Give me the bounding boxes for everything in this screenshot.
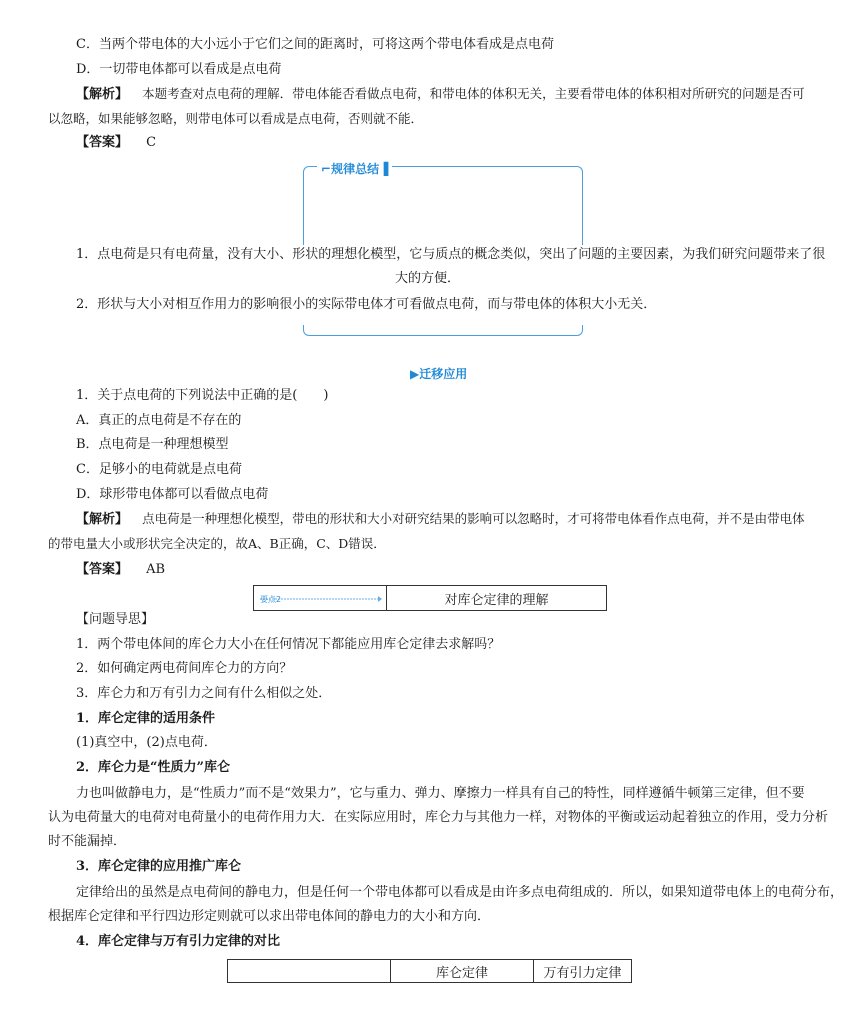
practice-analysis-1: 【解析】 点电荷是一种理想化模型，带电的形状和大小对研究结果的影响可以忽略时，才可将带电体看作点电荷，并不是由带电体 bbox=[76, 511, 805, 527]
compare-table-header-cell: 万有引力定律 bbox=[534, 960, 632, 983]
summary-box-bottom-frame bbox=[303, 325, 583, 336]
compare-table-header-cell: 库仑定律 bbox=[391, 960, 534, 983]
section2-title: 对库仑定律的理解 bbox=[387, 586, 607, 611]
practice-option-c: C．足够小的电荷就是点电荷 bbox=[76, 462, 242, 477]
answer-line-1 bbox=[76, 134, 156, 152]
guide-q1: 1．两个带电体间的库仑力大小在任何情况下都能应用库仑定律去求解吗？ bbox=[76, 637, 501, 652]
summary-tag: ⌐规律总结▐ bbox=[317, 160, 392, 177]
practice-analysis-2: 的带电量大小或形状完全决定的，故A、B正确，C、D错误． bbox=[48, 536, 386, 551]
point-3-heading: 3．库仑定律的应用推广库仑 bbox=[76, 859, 242, 874]
summary-p1a: 1．点电荷是只有电荷量，没有大小、形状的理想化模型，它与质点的概念类似，突出了问题的主要因素，为我们研究问题带来了很 bbox=[76, 247, 826, 262]
summary-p1b: 大的方便． bbox=[395, 271, 461, 286]
point-2-text-b: 认为电荷量大的电荷对电荷量小的电荷作用力大．在实际应用时，库仑力与其他力一样，对物体的平衡或运动起着独立的作用，受力分析 bbox=[48, 810, 829, 825]
analysis-tag: 【解析】 bbox=[76, 87, 129, 102]
summary-box-top-frame bbox=[303, 166, 583, 245]
practice-option-b: B．点电荷是一种理想模型 bbox=[76, 437, 229, 452]
point-4-heading: 4．库仑定律与万有引力定律的对比 bbox=[76, 934, 281, 949]
play-icon: ▶ bbox=[410, 367, 420, 381]
compare-table-header-cell bbox=[228, 960, 391, 983]
practice-option-d: D．球形带电体都可以看做点电荷 bbox=[76, 487, 269, 502]
option-c: C．当两个带电体的大小远小于它们之间的距离时，可将这两个带电体看成是点电荷 bbox=[76, 37, 554, 52]
point-2-text-a: 力也叫做静电力，是“性质力”而不是“效果力”，它与重力、弹力、摩擦力一样具有自己的特性，同样遵循牛顿第三定律，但不要 bbox=[76, 786, 805, 801]
section2-tag: 要点2 bbox=[260, 594, 282, 604]
practice-option-a: A．真正的点电荷是不存在的 bbox=[76, 413, 242, 428]
compare-table bbox=[227, 959, 632, 983]
point-2-heading: 2．库仑力是“性质力”库仑 bbox=[76, 760, 231, 775]
analysis-text-1: 本题考查对点电荷的理解．带电体能否看做点电荷，和带电体的体积无关，主要看带电体的体积相对所研究的问题是否可 bbox=[142, 86, 805, 101]
point-1-heading: 1．库仑定律的适用条件 bbox=[76, 711, 216, 726]
option-d: D．一切带电体都可以看成是点电荷 bbox=[76, 62, 282, 77]
guide-heading: 【问题导思】 bbox=[76, 612, 155, 627]
point-1-text: (1)真空中，(2)点电荷． bbox=[76, 735, 217, 750]
practice-question: 1．关于点电荷的下列说法中正确的是( ) bbox=[76, 388, 329, 403]
point-3-text-a: 定律给出的虽然是点电荷间的静电力，但是任何一个带电体都可以看成是由许多点电荷组成的．所以，如果知道带电体上的电荷分布， bbox=[76, 885, 844, 900]
section2-arrow bbox=[260, 596, 382, 602]
guide-q3: 3．库仑力和万有引力之间有什么相似之处． bbox=[76, 686, 332, 701]
analysis-text-2: 以忽略，如果能够忽略，则带电体可以看成是点电荷，否则就不能． bbox=[48, 111, 424, 126]
practice-answer: 【答案】 AB bbox=[76, 562, 166, 577]
practice-tag: ▶迁移应用 bbox=[410, 367, 468, 381]
answer-value: C bbox=[146, 135, 157, 150]
point-2-text-c: 时不能漏掉． bbox=[48, 834, 127, 849]
summary-p2: 2．形状与大小对相互作用力的影响很小的实际带电体才可看做点电荷，而与带电体的体积大小无关． bbox=[76, 297, 657, 312]
analysis-1 bbox=[76, 85, 805, 104]
compare-table-header-row bbox=[228, 960, 632, 983]
guide-q2: 2．如何确定两电荷间库仑力的方向？ bbox=[76, 661, 293, 676]
answer-tag: 【答案】 bbox=[76, 135, 129, 150]
point-3-text-b: 根据库仑定律和平行四边形定则就可以求出带电体间的静电力的大小和方向． bbox=[48, 909, 491, 924]
